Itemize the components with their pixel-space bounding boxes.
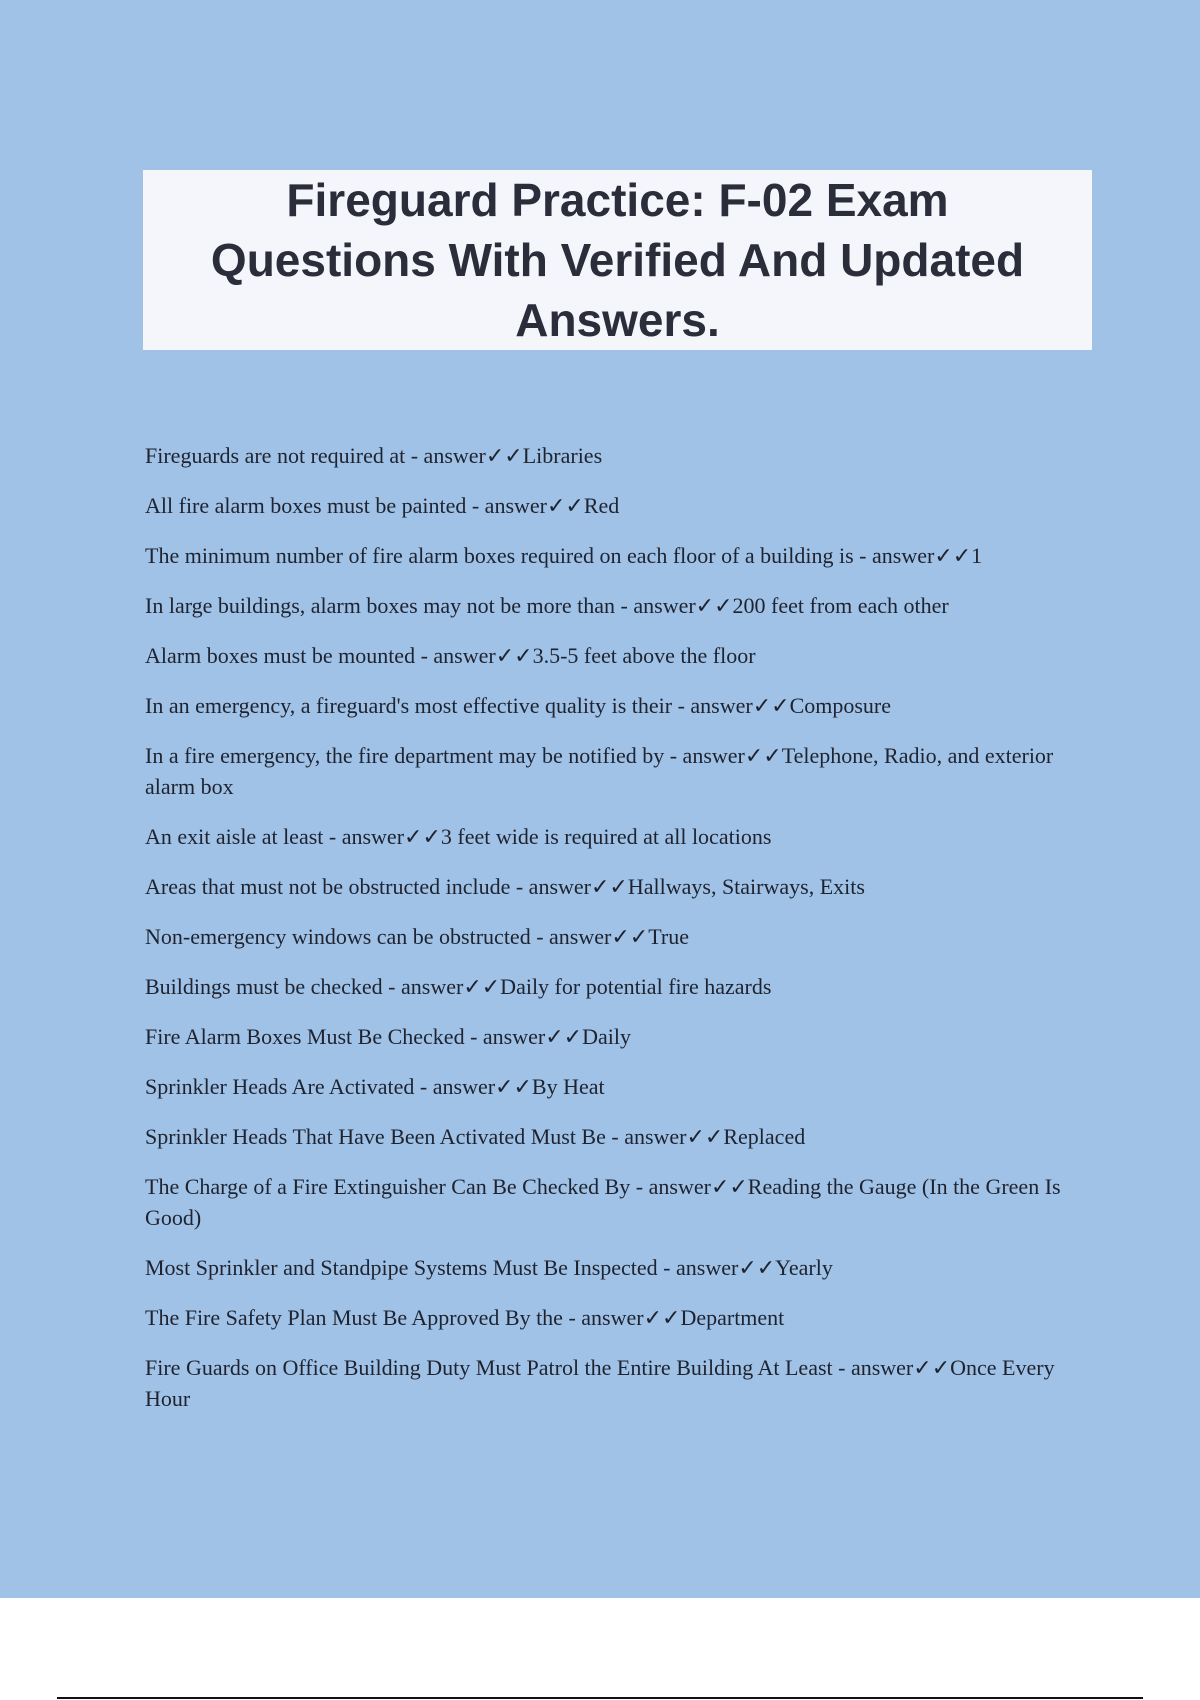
qa-item: Sprinkler Heads Are Activated - answer✓✓By Heat xyxy=(145,1074,605,1099)
qa-item: Buildings must be checked - answer✓✓Daily for potential fire hazards xyxy=(145,974,772,999)
qa-item: All fire alarm boxes must be painted - answer✓✓Red xyxy=(145,493,620,518)
qa-item: Sprinkler Heads That Have Been Activated Must Be - answer✓✓Replaced xyxy=(145,1124,806,1149)
qa-item: In an emergency, a fireguard's most effective quality is their - answer✓✓Composure xyxy=(145,693,892,718)
qa-item: The Charge of a Fire Extinguisher Can Be Checked By - answer✓✓Reading the Gauge (In the Green Is Good) xyxy=(145,1174,1061,1230)
qa-item: Alarm boxes must be mounted - answer✓✓3.5-5 feet above the floor xyxy=(145,643,756,668)
qa-item: Fireguards are not required at - answer✓✓Libraries xyxy=(145,443,603,468)
title-box xyxy=(143,170,1092,350)
qa-item: In large buildings, alarm boxes may not be more than - answer✓✓200 feet from each other xyxy=(145,593,949,618)
qa-item: Fire Alarm Boxes Must Be Checked - answer✓✓Daily xyxy=(145,1024,631,1049)
qa-item: An exit aisle at least - answer✓✓3 feet wide is required at all locations xyxy=(145,824,772,849)
qa-item: The Fire Safety Plan Must Be Approved By the - answer✓✓Department xyxy=(145,1305,785,1330)
qa-item: Non-emergency windows can be obstructed - answer✓✓True xyxy=(145,924,689,949)
qa-item: The minimum number of fire alarm boxes required on each floor of a building is - answer✓✓1 xyxy=(145,543,983,568)
qa-list xyxy=(145,440,1090,1433)
qa-item: In a fire emergency, the fire department may be notified by - answer✓✓Telephone, Radio, and exterior alarm box xyxy=(145,743,1054,799)
footer-divider xyxy=(57,1697,1143,1699)
qa-item: Areas that must not be obstructed include - answer✓✓Hallways, Stairways, Exits xyxy=(145,874,865,899)
document-title: Fireguard Practice: F-02 Exam Questions With Verified And Updated Answers. xyxy=(210,174,1025,346)
qa-item: Most Sprinkler and Standpipe Systems Must Be Inspected - answer✓✓Yearly xyxy=(145,1255,833,1280)
qa-item: Fire Guards on Office Building Duty Must Patrol the Entire Building At Least - answer✓✓Once Every Hour xyxy=(145,1355,1055,1411)
